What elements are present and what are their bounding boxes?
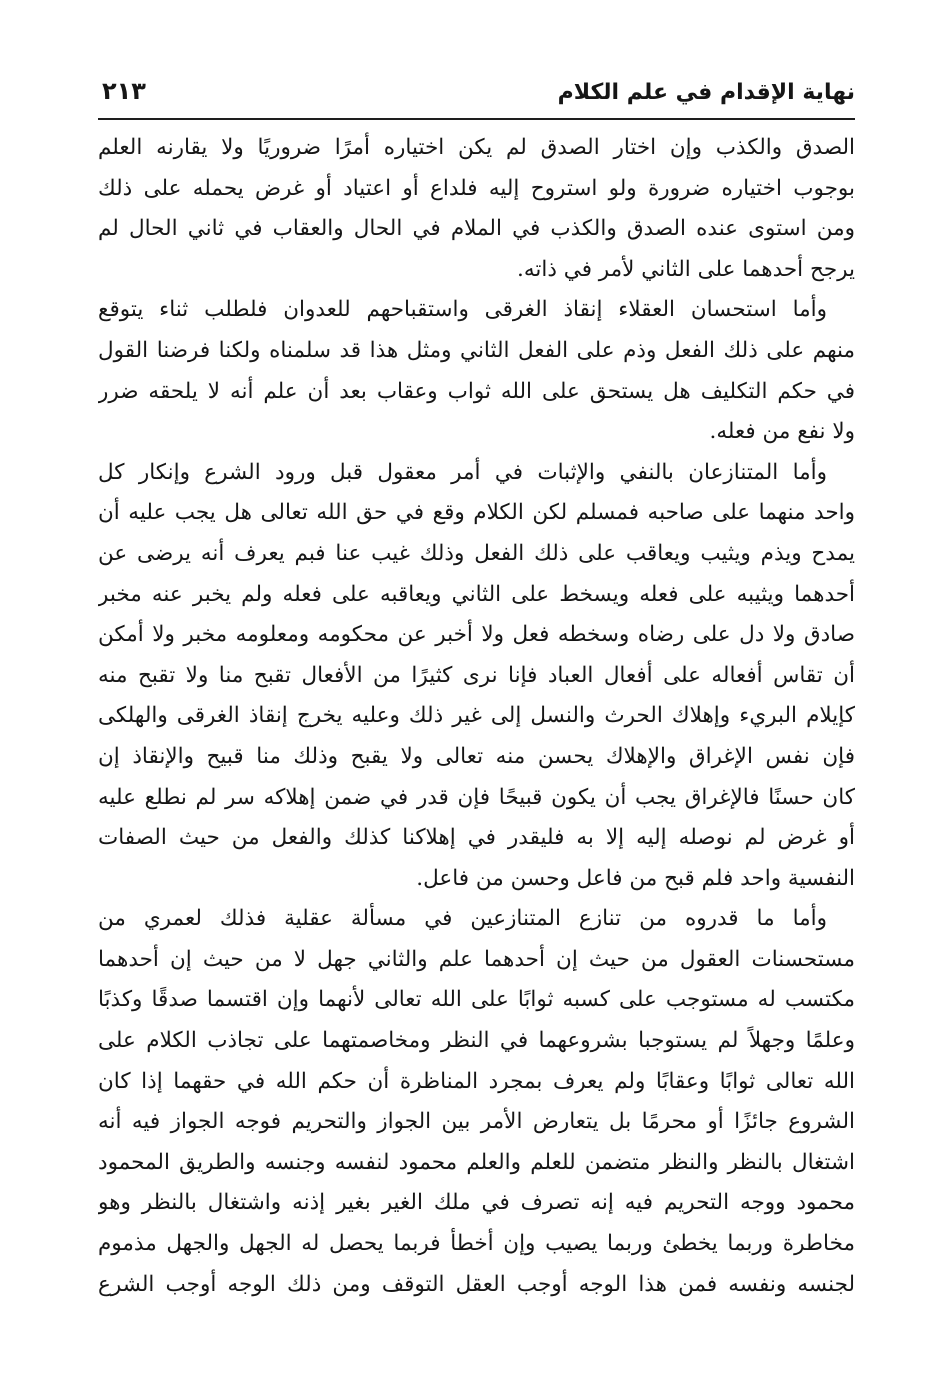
text-line: اشتغال بالنظر والنظر متضمن للعلم والعلم محمود لنفسه وجنسه والطريق المحمود — [98, 1149, 855, 1175]
text-line: وعلمًا وجهلاً لم يستوجبا بشروعهما في النظر ومخاصمتهما على تجاذب الكلام على — [98, 1028, 855, 1054]
book-title: نهاية الإقدام في علم الكلام — [557, 80, 855, 105]
text-line: أن تقاس أفعاله على أفعال العباد فإنا نرى كثيرًا من الأفعال تقبح منا ولا تقبح منه — [98, 662, 855, 688]
text-line: أحدهما ويثيبه على فعله ويسخط على الثاني ويعاقبه على فعله ولم يخبر عنه مخبر — [98, 581, 855, 607]
text-line: مستحسنات العقول من حيث إن أحدهما علم والثاني جهل لا من حيث إن أحدهما — [98, 946, 855, 972]
text-line: ولا نفع من فعله. — [709, 419, 855, 445]
text-line: النفسية واحد فلم قبح من فاعل وحسن من فاعل. — [416, 865, 855, 891]
text-line: وأما استحسان العقلاء إنقاذ الغرقى واستقباحهم للعدوان فلطلب ثناء يتوقع — [98, 297, 827, 323]
text-line: الصدق والكذب وإن اختار الصدق لم يكن اختياره أمرًا ضروريًا ولا يقارنه العلم — [98, 135, 855, 160]
text-line: الله تعالى ثوابًا وعقابًا ولم يعرف بمجرد المناظرة أن حكم الله في حقهما إذا كان — [98, 1068, 855, 1094]
text-line: يمدح ويذم ويثيب ويعاقب على ذلك الفعل وذلك غيب عنا فبم يعرف أنه يرضى عن — [98, 540, 855, 566]
running-header — [98, 72, 855, 112]
text-line: في حكم التكليف هل يستحق على الله ثواب وعقاب بعد أن علم أنه لا يلحقه ضرر — [98, 378, 855, 404]
text-line: يرجح أحدهما على الثاني لأمر في ذاته. — [517, 256, 855, 282]
text-line: الشروع جائزًا أو محرمًا بل يتعارض الأمر بين الجواز والتحريم فوجه الجواز فيه أنه — [98, 1109, 855, 1135]
text-line: محمود ووجه التحريم فيه إنه تصرف في ملك الغير بغير إذنه واشتغال بالنظر وهو — [98, 1190, 855, 1216]
text-line: واحد منهما على صاحبه فمسلم لكن الكلام وقع في حق الله تعالى هل يجب عليه أن — [98, 500, 855, 526]
text-line: ومن استوى عنده الصدق والكذب في الملام في الحال والعقاب في ثاني الحال لم — [98, 216, 855, 242]
text-line: بوجوب اختياره ضرورة ولو استروح إليه فلداع أو اعتياد أو غرض يحمله على ذلك — [98, 175, 855, 201]
text-line: وأما المتنازعان بالنفي والإثبات في أمر معقول قبل ورود الشرع وإنكار كل — [98, 459, 827, 485]
text-line: أو غرض لم نوصله إليه إلا به فليقدر في إهلاكنا كذلك والفعل من حيث الصفات — [98, 825, 855, 851]
text-line: مكتسب له مستوجب على كسبه ثوابًا على الله تعالى لأنهما وإن اقتسما صدقًا وكذبًا — [98, 987, 855, 1013]
text-line: كان حسنًا فالإغراق يجب أن يكون قبيحًا فإن قدر في ضمن إهلاكه سر لم نطلع عليه — [98, 784, 855, 810]
text-line: منهم على ذلك الفعل وذم على الفعل الثاني ومثل هذا قد سلمناه ولكنا فرضنا القول — [98, 337, 855, 363]
header-rule — [98, 118, 855, 120]
text-line: وأما ما قدروه من تنازع المتنازعين في مسألة عقلية فذلك لعمري من — [98, 906, 827, 932]
text-line: مخاطرة وربما يخطئ وربما يصيب وإن أخطأ فربما يحصل له الجهل والجهل مذموم — [98, 1231, 855, 1257]
page-number: ٢١٣ — [102, 77, 146, 105]
text-line: كإيلام البريء وإهلاك الحرث والنسل إلى غير ذلك وعليه يخرج إنقاذ الغرقى والهلكى — [98, 703, 855, 729]
text-line: صادق ولا دل على رضاه وسخطه فعل ولا أخبر عن محكومه ومعلومه مخبر ولا أمكن — [98, 622, 855, 648]
body-text — [98, 128, 855, 1305]
text-line: فإن نفس الإغراق والإهلاك يحسن منه تعالى ولا يقبح وذلك منا قبيح والإنقاذ إن — [98, 743, 855, 769]
text-line: لجنسه ونفسه فمن هذا الوجه أوجب العقل التوقف ومن ذلك الوجه أوجب الشرع — [98, 1271, 855, 1297]
